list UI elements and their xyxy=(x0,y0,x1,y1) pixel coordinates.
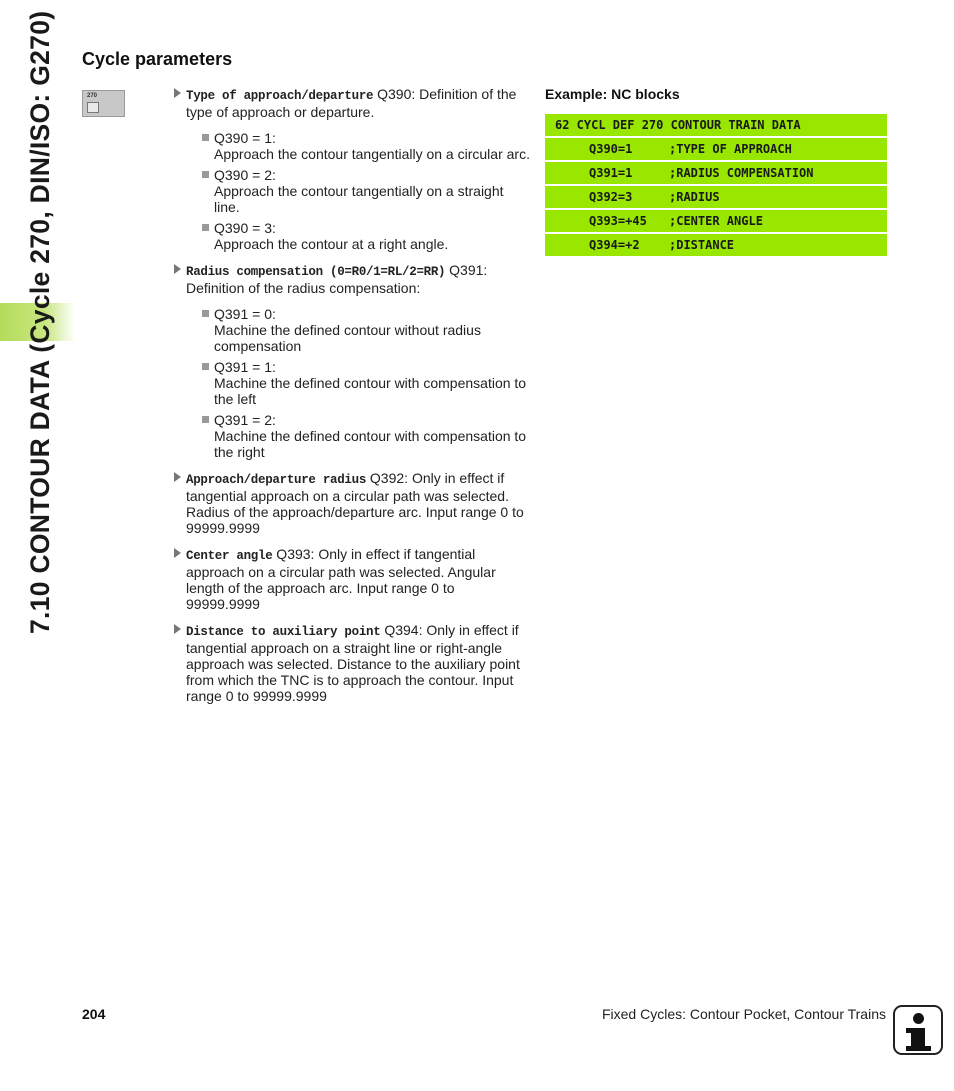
option-label: Q390 = 3: xyxy=(214,220,276,236)
side-title-text: 7.10 CONTOUR DATA (Cycle 270, DIN/ISO: G270) xyxy=(25,10,55,634)
option-item xyxy=(200,220,532,252)
nc-block-line xyxy=(545,162,887,184)
param-q394 xyxy=(172,622,532,704)
page-number: 204 xyxy=(82,1006,106,1022)
param-description: Q393: Only in effect if tangential approach on a circular path was selected. Angular length of the approach arc. Input range 0 to 99999.9999 xyxy=(186,546,496,612)
option-label: Q391 = 0: xyxy=(214,306,276,322)
param-description: Q391: Definition of the radius compensation: xyxy=(186,262,488,296)
bullet-arrow-icon xyxy=(174,548,181,558)
option-label: Q390 = 1: xyxy=(214,130,276,146)
param-name: Distance to auxiliary point xyxy=(186,625,381,639)
nc-comment: ;CENTER ANGLE xyxy=(669,214,763,228)
square-bullet-icon xyxy=(202,171,209,178)
parameter-list xyxy=(172,86,532,714)
option-label: Q390 = 2: xyxy=(214,167,276,183)
param-description: Q390: Definition of the type of approach or departure. xyxy=(186,86,517,120)
option-item xyxy=(200,167,532,215)
nc-block-line xyxy=(545,234,887,256)
nc-block-line: 62 CYCL DEF 270 CONTOUR TRAIN DATA xyxy=(545,114,887,136)
option-text: Approach the contour at a right angle. xyxy=(214,236,449,252)
option-text: Machine the defined contour with compensation to the right xyxy=(214,428,527,460)
bullet-arrow-icon xyxy=(174,88,181,98)
nc-block-line xyxy=(545,210,887,232)
nc-comment: ;DISTANCE xyxy=(669,238,735,252)
param-name: Type of approach/departure xyxy=(186,89,374,103)
cycle-icon-graphic xyxy=(87,102,99,113)
square-bullet-icon xyxy=(202,363,209,370)
bullet-arrow-icon xyxy=(174,264,181,274)
nc-comment: ;RADIUS COMPENSATION xyxy=(669,166,814,180)
chapter-title: Fixed Cycles: Contour Pocket, Contour Trains xyxy=(601,1006,886,1022)
option-item xyxy=(200,412,532,460)
nc-code: Q390=1 xyxy=(589,142,633,156)
cycle-270-icon xyxy=(82,90,125,117)
option-label: Q391 = 2: xyxy=(214,412,276,428)
square-bullet-icon xyxy=(202,134,209,141)
param-q391 xyxy=(172,262,532,460)
nc-example xyxy=(545,86,887,258)
option-label: Q391 = 1: xyxy=(214,359,276,375)
param-description: Q394: Only in effect if tangential approach on a straight line or right-angle approach was selected. Distance to the auxiliary point from which the TNC is to approach the contour. Input range 0 to 99999.9999 xyxy=(186,622,520,704)
bullet-arrow-icon xyxy=(174,624,181,634)
option-item xyxy=(200,359,532,407)
param-name: Approach/departure radius xyxy=(186,473,367,487)
square-bullet-icon xyxy=(202,310,209,317)
param-q390 xyxy=(172,86,532,252)
option-text: Machine the defined contour without radius compensation xyxy=(214,322,481,354)
info-icon xyxy=(893,1005,943,1055)
param-q392 xyxy=(172,470,532,536)
param-name: Radius compensation (0=R0/1=RL/2=RR) xyxy=(186,265,446,279)
nc-code: Q394=+2 xyxy=(589,238,640,252)
nc-comment: ;RADIUS xyxy=(669,190,720,204)
param-name: Center angle xyxy=(186,549,273,563)
cycle-icon-number: 270 xyxy=(87,93,98,99)
square-bullet-icon xyxy=(202,416,209,423)
nc-code: Q391=1 xyxy=(589,166,633,180)
side-title xyxy=(25,0,57,1091)
option-text: Approach the contour tangentially on a straight line. xyxy=(214,183,504,215)
nc-code: Q393=+45 xyxy=(589,214,647,228)
option-text: Approach the contour tangentially on a circular arc. xyxy=(214,146,530,162)
square-bullet-icon xyxy=(202,224,209,231)
nc-block-line xyxy=(545,186,887,208)
option-item xyxy=(200,130,532,162)
section-title: Cycle parameters xyxy=(82,49,233,69)
param-description: Q392: Only in effect if tangential approach on a circular path was selected. Radius of the approach/departure arc. Input range 0 to 99999.9999 xyxy=(186,470,524,536)
example-heading: Example: NC blocks xyxy=(545,86,680,102)
nc-code: Q392=3 xyxy=(589,190,633,204)
param-q393 xyxy=(172,546,532,612)
option-item xyxy=(200,306,532,354)
nc-comment: ;TYPE OF APPROACH xyxy=(669,142,792,156)
option-text: Machine the defined contour with compensation to the left xyxy=(214,375,527,407)
bullet-arrow-icon xyxy=(174,472,181,482)
nc-block-line xyxy=(545,138,887,160)
